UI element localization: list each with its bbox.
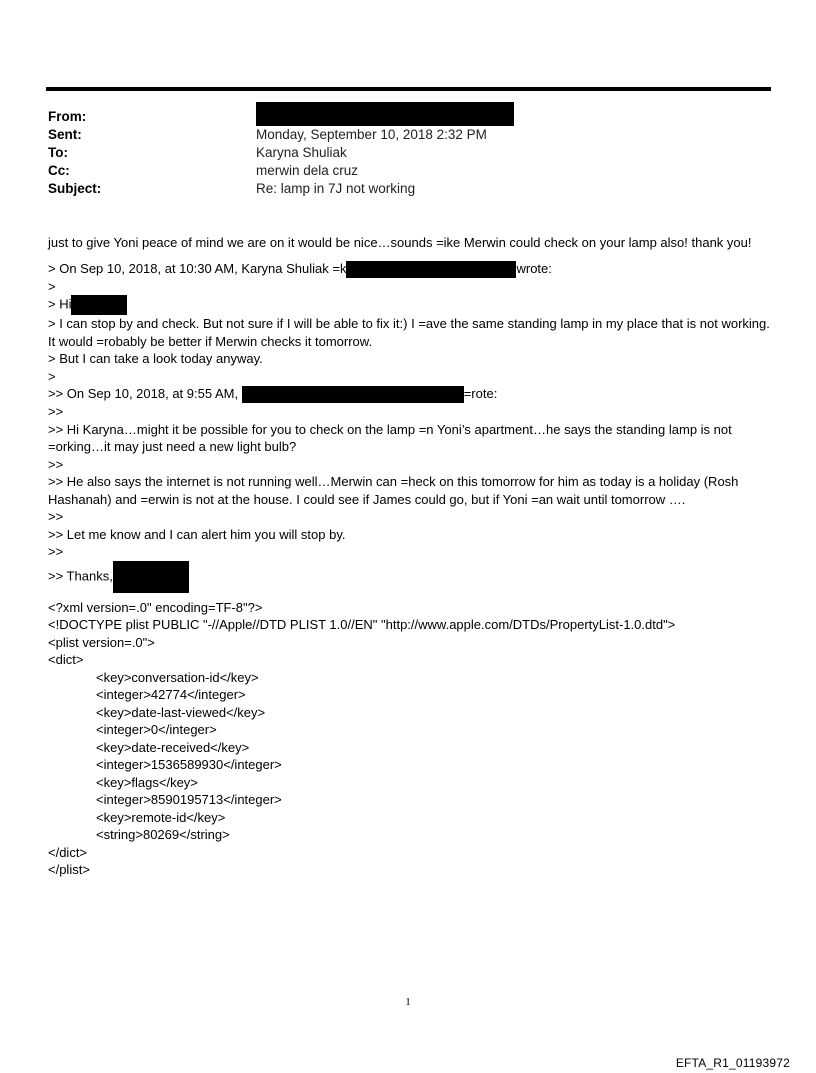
from-label: From: (48, 109, 87, 124)
redaction-box (242, 386, 464, 403)
cc-row (48, 162, 768, 180)
subject-label: Subject: (48, 181, 102, 196)
xml-line: <dict> (48, 652, 84, 668)
redaction-box (71, 295, 127, 315)
quote-line: > (48, 278, 56, 294)
xml-line: <?xml version=.0" encoding=TF-8"?> (48, 599, 263, 615)
sent-row (48, 126, 768, 144)
xml-line: <integer>1536589930</integer> (96, 757, 282, 773)
to-value: Karyna Shuliak (256, 145, 347, 160)
quote-line: > I can stop by and check. But not sure if I will be able to fix it:) I =ave the same standing lamp in my place that is not working. It would =robably be better if Merwin checks it tomorrow. (48, 316, 770, 349)
quote-line: >> He also says the internet is not running well…Merwin can =heck on this tomorrow for him as today is a holiday (Rosh Hashanah) and =erwin is not at the house. I could see if James could go, but if Yoni =an wait until tomorrow …. (48, 474, 739, 507)
xml-line: <integer>8590195713</integer> (96, 792, 282, 808)
quote-line: > On Sep 10, 2018, at 10:30 AM, Karyna Shuliak =k wrote: (48, 260, 772, 278)
quote-line: >> (48, 456, 64, 472)
quote-line: >> On Sep 10, 2018, at 9:55 AM, =rote: (48, 385, 772, 403)
xml-line: <key>date-last-viewed</key> (96, 704, 266, 720)
from-row (48, 108, 768, 126)
redaction-box (256, 102, 514, 126)
subject-row (48, 180, 768, 198)
cc-value: merwin dela cruz (256, 163, 359, 178)
redaction-box (346, 261, 516, 278)
bates-stamp: EFTA_R1_01193972 (675, 1056, 790, 1070)
quote-line: >> Hi Karyna…might it be possible for you to check on the lamp =n Yoni’s apartment…he says the standing lamp is not =orking…it may just need a new light bulb? (48, 421, 732, 455)
page-number: 1 (405, 996, 411, 1008)
cc-label: Cc: (48, 163, 70, 178)
quote-line: >> (48, 404, 64, 420)
to-label: To: (48, 145, 68, 160)
to-row (48, 144, 768, 162)
xml-line: </dict> (48, 844, 88, 860)
subject-value: Re: lamp in 7J not working (256, 181, 416, 196)
xml-line: <key>conversation-id</key> (96, 669, 259, 685)
header-rule (46, 87, 771, 91)
quote-line: >> (48, 509, 64, 525)
xml-line: <key>flags</key> (96, 774, 198, 790)
xml-line: <string>80269</string> (96, 827, 230, 843)
quote-line: >> Thanks, (48, 561, 772, 593)
redaction-box (113, 561, 189, 593)
xml-line: </plist> (48, 862, 90, 878)
xml-line: <key>remote-id</key> (96, 809, 226, 825)
xml-line: <integer>42774</integer> (96, 687, 246, 703)
sent-label: Sent: (48, 127, 82, 142)
email-body (48, 234, 772, 879)
xml-line: <plist version=.0"> (48, 634, 155, 650)
quote-line: >> Let me know and I can alert him you will stop by. (48, 526, 346, 542)
body-paragraph: just to give Yoni peace of mind we are on it would be nice…sounds =ike Merwin could check on your lamp also! thank you! (48, 235, 752, 250)
quote-line: > But I can take a look today anyway. (48, 351, 263, 367)
xml-line: <integer>0</integer> (96, 722, 217, 738)
quote-line: > Hi (48, 295, 772, 315)
email-header (48, 108, 768, 198)
quote-line: > (48, 368, 56, 384)
plist-xml (48, 599, 772, 879)
sent-value: Monday, September 10, 2018 2:32 PM (256, 127, 487, 142)
xml-line: <!DOCTYPE plist PUBLIC "-//Apple//DTD PLIST 1.0//EN" "http://www.apple.com/DTDs/PropertyList-1.0.dtd"> (48, 617, 676, 633)
xml-line: <key>date-received</key> (96, 739, 250, 755)
quote-line: >> (48, 544, 64, 560)
